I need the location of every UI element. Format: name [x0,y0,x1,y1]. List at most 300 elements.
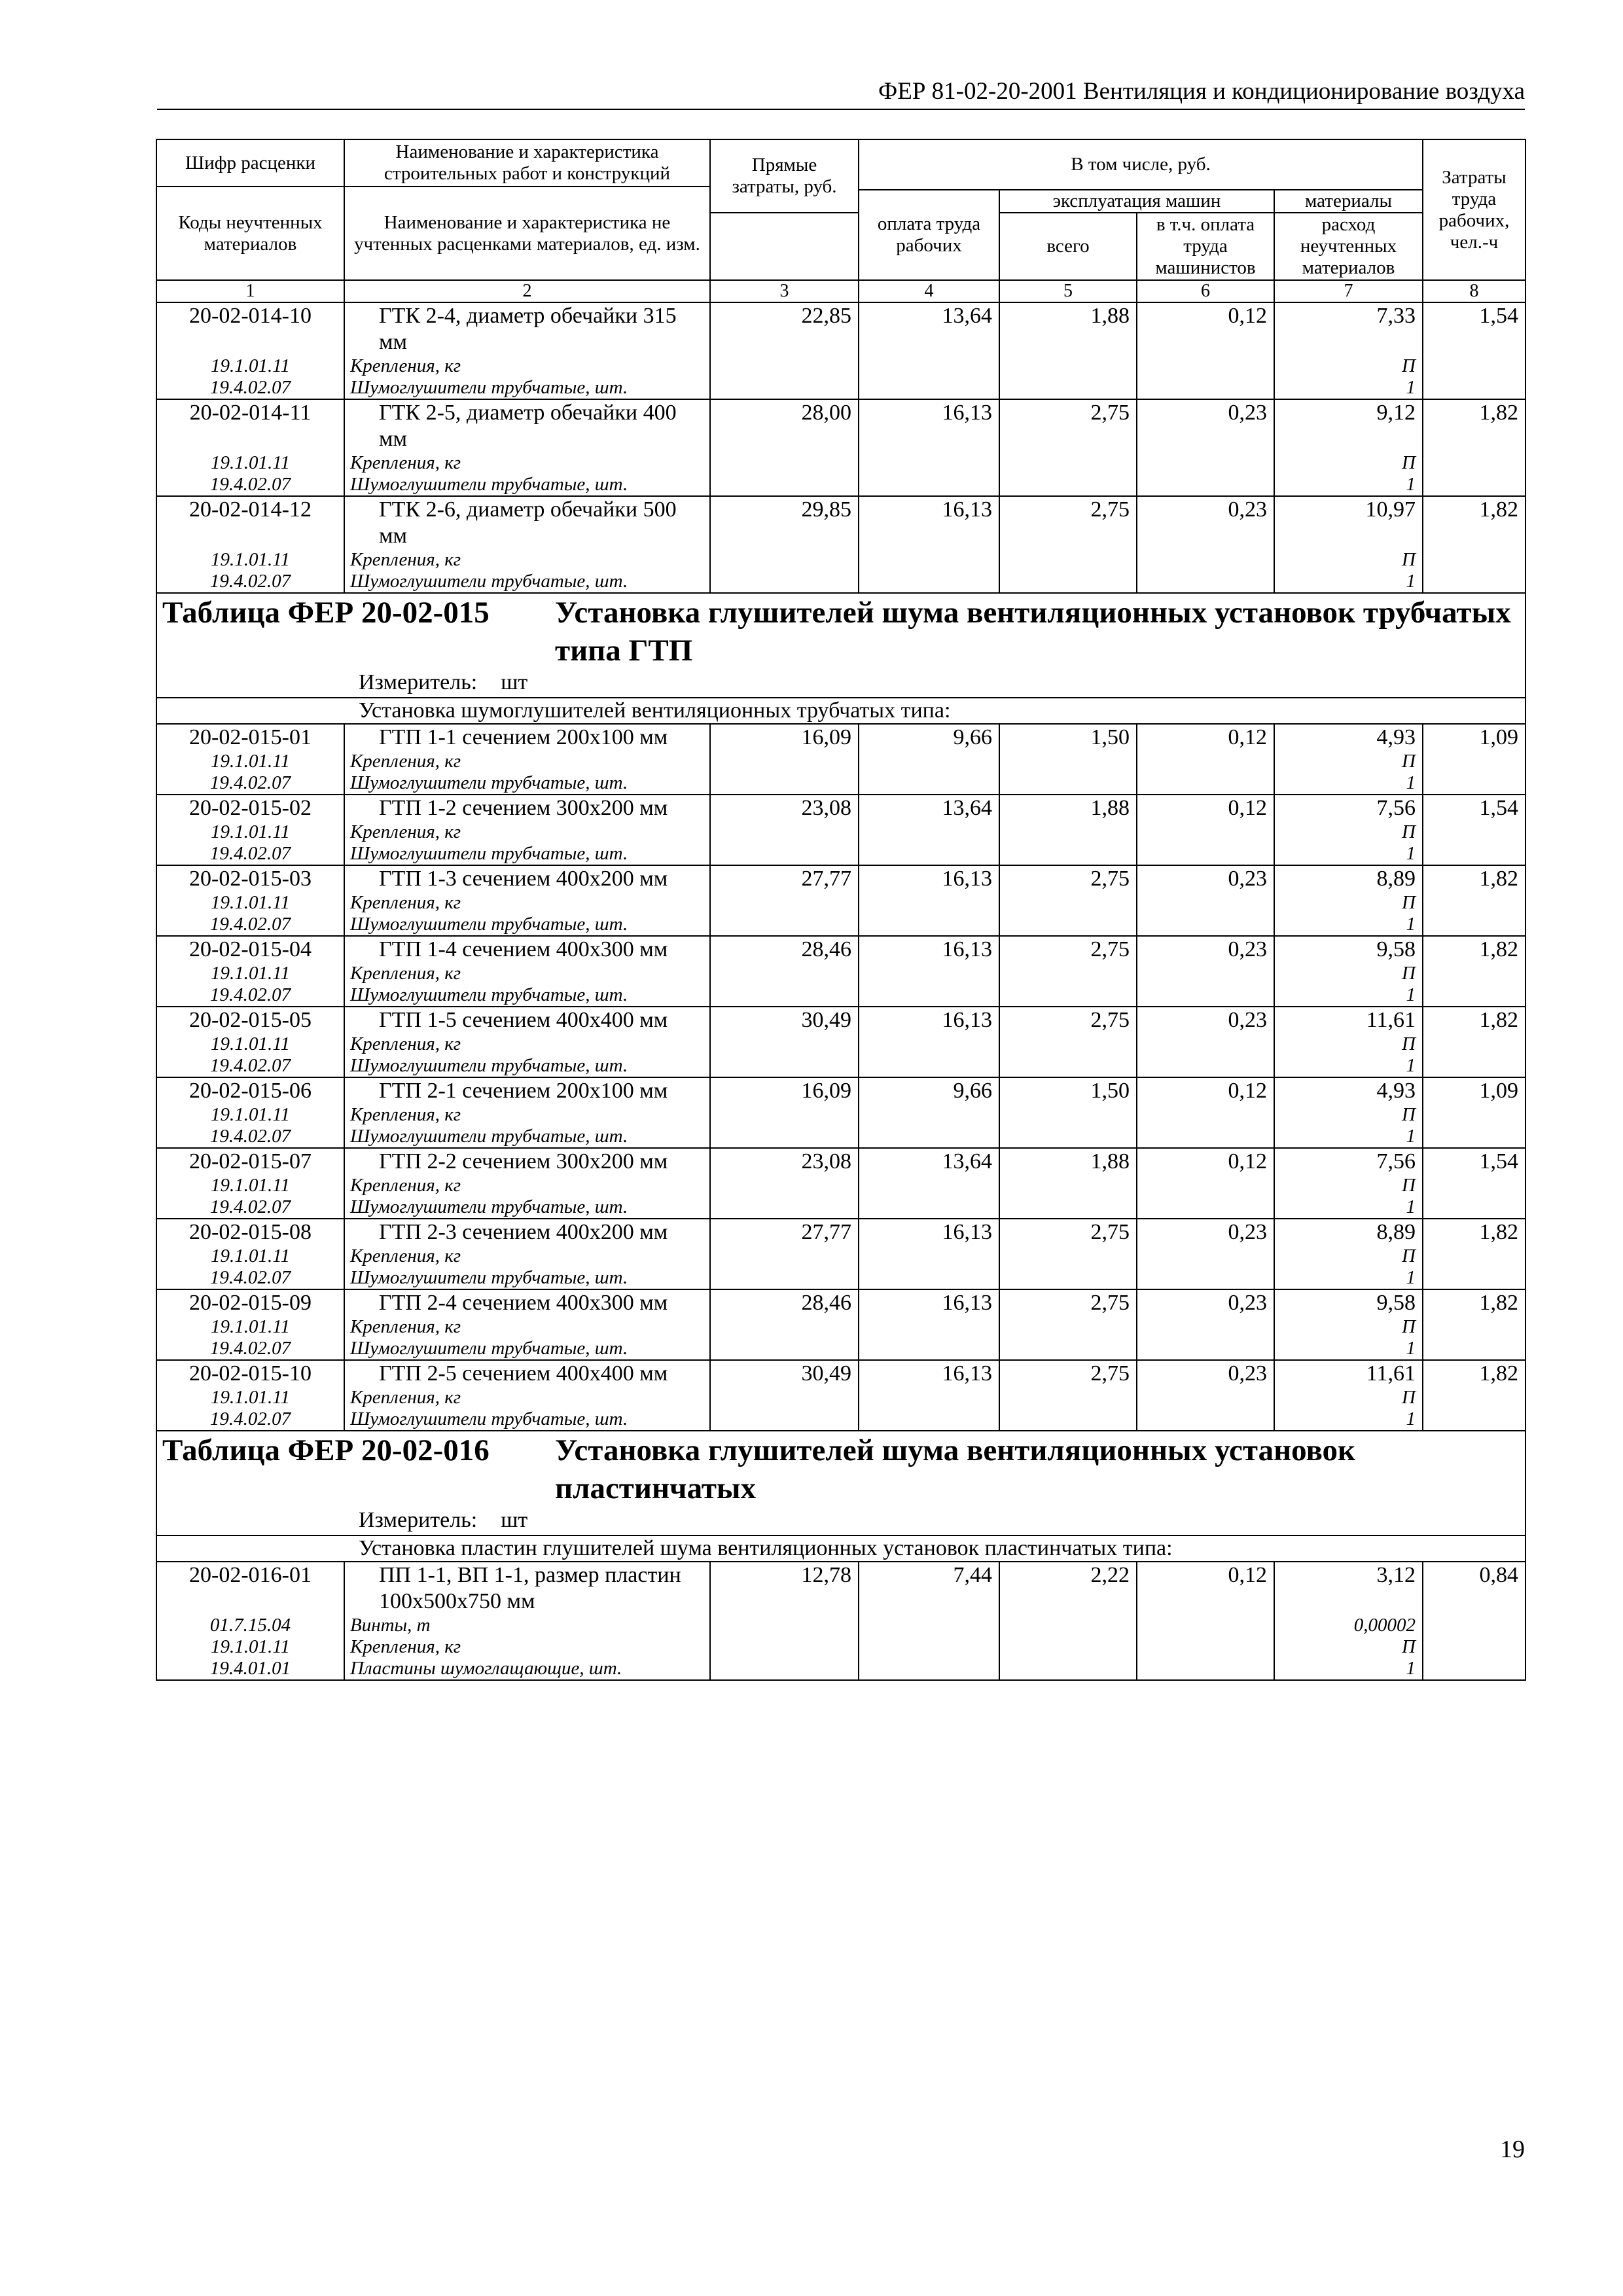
direct-cost: 30,49 [710,1360,859,1387]
section-intro-row [156,1535,1525,1562]
machinists-pay: 0,23 [1137,1360,1274,1387]
empty-cell [1137,1196,1274,1219]
machinists-pay: 0,12 [1137,1148,1274,1175]
rate-code: 20-02-014-10 [156,302,344,355]
labor-hours: 1,54 [1423,1148,1525,1175]
empty-cell [710,571,859,593]
table-body [156,302,1525,1680]
empty-cell [1137,772,1274,795]
labor-pay: 16,13 [859,399,999,452]
material-name: Винты, т [344,1615,710,1636]
empty-cell [1423,474,1525,496]
material-qty: 1 [1274,772,1423,795]
empty-cell [859,1636,999,1658]
empty-cell [1137,1338,1274,1360]
material-qty: 1 [1274,1408,1423,1431]
direct-cost: 29,85 [710,496,859,549]
rate-name: ГТП 1-3 сечением 400х200 мм [344,865,710,892]
empty-cell [1423,452,1525,474]
empty-cell [1137,1055,1274,1077]
materials-cost: 7,56 [1274,1148,1423,1175]
table-title-row [156,593,1525,698]
labor-pay: 16,13 [859,865,999,892]
table-title [162,1431,1520,1507]
material-code: 19.1.01.11 [156,452,344,474]
empty-cell [1137,571,1274,593]
empty-cell [999,821,1137,843]
material-row [156,772,1525,795]
empty-cell [1137,1126,1274,1148]
empty-cell [999,984,1137,1007]
empty-cell [859,1175,999,1196]
material-code: 01.7.15.04 [156,1615,344,1636]
empty-cell [1137,892,1274,914]
empty-cell [710,377,859,399]
direct-cost: 16,09 [710,724,859,751]
rate-name: ГТП 1-2 сечением 300х200 мм [344,795,710,821]
machines-total: 1,50 [999,724,1137,751]
rate-code: 20-02-015-10 [156,1360,344,1387]
empty-cell [710,984,859,1007]
material-code: 19.4.02.07 [156,772,344,795]
material-qty: П [1274,1033,1423,1055]
material-code: 19.1.01.11 [156,1636,344,1658]
material-qty: 1 [1274,1196,1423,1219]
labor-pay: 16,13 [859,1289,999,1316]
machines-total: 2,75 [999,1219,1137,1246]
material-qty: 1 [1274,1338,1423,1360]
machinists-pay: 0,23 [1137,1219,1274,1246]
direct-cost: 27,77 [710,865,859,892]
labor-pay: 9,66 [859,724,999,751]
table-code: Таблица ФЕР 20-02-015 [162,596,490,630]
empty-cell [999,1196,1137,1219]
section-intro: Установка шумоглушителей вентиляционных трубчатых типа: [156,698,1525,724]
rate-code: 20-02-014-12 [156,496,344,549]
material-row [156,1055,1525,1077]
table-heading: Установка глушителей шума вентиляционных установок трубчатых типа ГТП [555,596,1511,668]
labor-pay: 16,13 [859,496,999,549]
material-name: Шумоглушители трубчатые, шт. [344,1196,710,1219]
material-row [156,843,1525,865]
materials-cost: 9,12 [1274,399,1423,452]
empty-cell [1423,772,1525,795]
material-name: Шумоглушители трубчатые, шт. [344,377,710,399]
header-rule [157,109,1525,110]
machines-total: 1,88 [999,795,1137,821]
material-code: 19.1.01.11 [156,751,344,772]
empty-cell [1423,1408,1525,1431]
measure-line [162,1507,1520,1535]
material-row [156,963,1525,984]
measure-unit: шт [501,670,528,694]
material-row [156,1246,1525,1267]
material-qty: П [1274,452,1423,474]
empty-cell [999,751,1137,772]
empty-cell [859,1126,999,1148]
material-code: 19.1.01.11 [156,892,344,914]
measure-unit: шт [501,1508,528,1532]
material-row [156,1267,1525,1289]
rate-code: 20-02-015-05 [156,1007,344,1033]
rate-row [156,496,1525,549]
measure-label: Измеритель: [359,670,478,694]
material-row [156,1658,1525,1680]
empty-cell [1137,1316,1274,1338]
empty-cell [859,1658,999,1680]
material-name: Шумоглушители трубчатые, шт. [344,843,710,865]
empty-cell [1423,914,1525,936]
empty-cell [1137,1387,1274,1408]
table-code: Таблица ФЕР 20-02-016 [162,1433,490,1467]
material-row [156,474,1525,496]
empty-cell [999,1636,1137,1658]
labor-hours: 1,82 [1423,399,1525,452]
labor-pay: 7,44 [859,1562,999,1615]
material-row [156,1175,1525,1196]
materials-cost: 11,61 [1274,1360,1423,1387]
empty-cell [1423,1175,1525,1196]
material-qty: П [1274,1104,1423,1126]
empty-cell [999,571,1137,593]
direct-cost: 28,46 [710,936,859,963]
material-code: 19.4.02.07 [156,377,344,399]
material-row [156,892,1525,914]
material-name: Крепления, кг [344,1104,710,1126]
direct-cost: 30,49 [710,1007,859,1033]
empty-cell [859,1338,999,1360]
material-name: Шумоглушители трубчатые, шт. [344,772,710,795]
empty-cell [859,963,999,984]
rate-row [156,1289,1525,1316]
empty-cell [1137,984,1274,1007]
empty-cell [1137,474,1274,496]
rates-table [156,139,1526,1681]
rate-code: 20-02-015-08 [156,1219,344,1246]
material-row [156,1636,1525,1658]
empty-cell [710,355,859,377]
materials-cost: 7,56 [1274,795,1423,821]
machines-total: 2,75 [999,1007,1137,1033]
empty-cell [999,1408,1137,1431]
material-row [156,914,1525,936]
empty-cell [999,963,1137,984]
table-title-cell [156,593,1525,698]
empty-cell [1423,1636,1525,1658]
col-direct: Прямые затраты, руб. [710,139,859,213]
empty-cell [859,1267,999,1289]
materials-cost: 10,97 [1274,496,1423,549]
material-name: Крепления, кг [344,1033,710,1055]
empty-cell [1137,1033,1274,1055]
col-labor-pay: оплата труда рабочих [859,190,999,280]
empty-cell [710,772,859,795]
material-name: Шумоглушители трубчатые, шт. [344,1055,710,1077]
material-code: 19.4.02.07 [156,984,344,1007]
rate-row [156,1360,1525,1387]
machinists-pay: 0,12 [1137,795,1274,821]
labor-hours: 1,82 [1423,496,1525,549]
machines-total: 1,88 [999,1148,1137,1175]
empty-cell [1137,963,1274,984]
materials-cost: 7,33 [1274,302,1423,355]
materials-cost: 9,58 [1274,1289,1423,1316]
empty-cell [999,1104,1137,1126]
col-machines-total: всего [999,213,1137,280]
rate-name: ГТП 2-4 сечением 400х300 мм [344,1289,710,1316]
material-name: Крепления, кг [344,549,710,571]
material-row [156,549,1525,571]
empty-cell [859,1033,999,1055]
empty-cell [710,1316,859,1338]
empty-cell [1423,355,1525,377]
empty-cell [999,1387,1137,1408]
rate-row [156,865,1525,892]
materials-cost: 4,93 [1274,1077,1423,1104]
empty-cell [999,1126,1137,1148]
material-row [156,452,1525,474]
empty-cell [999,355,1137,377]
labor-pay: 16,13 [859,1007,999,1033]
material-name: Шумоглушители трубчатые, шт. [344,1267,710,1289]
rate-row [156,1077,1525,1104]
column-number: 1 [156,280,344,302]
empty-cell [1423,892,1525,914]
measure-label: Измеритель: [359,1508,478,1532]
empty-cell [1423,821,1525,843]
labor-hours: 1,54 [1423,302,1525,355]
empty-cell [859,843,999,865]
empty-cell [1423,1126,1525,1148]
labor-pay: 13,64 [859,302,999,355]
labor-pay: 16,13 [859,1219,999,1246]
material-name: Крепления, кг [344,1246,710,1267]
empty-cell [999,1338,1137,1360]
machinists-pay: 0,12 [1137,1562,1274,1615]
material-name: Пластины шумоглащающие, шт. [344,1658,710,1680]
empty-cell [1137,1175,1274,1196]
labor-hours: 1,82 [1423,1007,1525,1033]
rate-name: ГТП 1-1 сечением 200х100 мм [344,724,710,751]
material-code: 19.4.02.07 [156,1338,344,1360]
empty-cell [999,772,1137,795]
table-head [156,139,1525,302]
material-code: 19.1.01.11 [156,1033,344,1055]
empty-cell [710,914,859,936]
col-incl-group: В том числе, руб. [859,139,1423,190]
labor-pay: 16,13 [859,1360,999,1387]
empty-cell [859,474,999,496]
material-row [156,355,1525,377]
empty-cell [1423,751,1525,772]
empty-cell [1423,549,1525,571]
empty-cell [710,1055,859,1077]
empty-cell [710,892,859,914]
empty-cell [1137,377,1274,399]
labor-hours: 0,84 [1423,1562,1525,1615]
material-name: Крепления, кг [344,821,710,843]
empty-cell [859,821,999,843]
materials-cost: 4,93 [1274,724,1423,751]
material-qty: 0,00002 [1274,1615,1423,1636]
rate-name: ГТК 2-4, диаметр обечайки 315 мм [344,302,710,355]
material-qty: П [1274,1246,1423,1267]
rate-name: ГТП 2-5 сечением 400х400 мм [344,1360,710,1387]
rate-row [156,795,1525,821]
material-row [156,1316,1525,1338]
rate-row [156,399,1525,452]
empty-cell [1423,377,1525,399]
empty-cell [710,1104,859,1126]
empty-cell [710,1636,859,1658]
empty-cell [710,452,859,474]
col-machinists-pay: в т.ч. оплата труда машинистов [1137,213,1274,280]
empty-cell [710,963,859,984]
empty-cell [1423,963,1525,984]
empty-cell [710,1658,859,1680]
machines-total: 1,88 [999,302,1137,355]
rate-row [156,302,1525,355]
empty-cell [1423,1267,1525,1289]
machinists-pay: 0,23 [1137,865,1274,892]
col-name-bottom: Наименование и характеристика не учтенных расценками материалов, ед. изм. [344,187,710,280]
material-code: 19.4.02.07 [156,1055,344,1077]
empty-cell [999,843,1137,865]
machinists-pay: 0,23 [1137,399,1274,452]
direct-cost: 12,78 [710,1562,859,1615]
empty-cell [1137,549,1274,571]
empty-cell [710,549,859,571]
material-row [156,1196,1525,1219]
empty-cell [859,1104,999,1126]
materials-cost: 8,89 [1274,865,1423,892]
machines-total: 2,75 [999,399,1137,452]
col-machines-group: эксплуатация машин [999,190,1274,213]
column-number: 6 [1137,280,1274,302]
empty-cell [1137,1636,1274,1658]
rate-name: ГТП 2-1 сечением 200х100 мм [344,1077,710,1104]
material-qty: П [1274,1316,1423,1338]
material-qty: П [1274,892,1423,914]
col-code-bottom: Коды неучтенных материалов [156,187,344,280]
material-qty: П [1274,1175,1423,1196]
material-name: Шумоглушители трубчатые, шт. [344,1408,710,1431]
machines-total: 2,22 [999,1562,1137,1615]
empty-cell [1137,1104,1274,1126]
materials-cost: 8,89 [1274,1219,1423,1246]
material-row [156,1104,1525,1126]
machines-total: 2,75 [999,936,1137,963]
material-row [156,1408,1525,1431]
material-qty: П [1274,1636,1423,1658]
material-code: 19.4.02.07 [156,571,344,593]
empty-cell [710,1175,859,1196]
materials-cost: 11,61 [1274,1007,1423,1033]
material-qty: 1 [1274,1267,1423,1289]
machines-total: 2,75 [999,1289,1137,1316]
material-qty: П [1274,1387,1423,1408]
rate-row [156,936,1525,963]
material-code: 19.1.01.11 [156,1387,344,1408]
material-code: 19.1.01.11 [156,1104,344,1126]
column-number: 2 [344,280,710,302]
empty-cell [1137,914,1274,936]
material-code: 19.1.01.11 [156,963,344,984]
empty-cell [859,355,999,377]
empty-cell [1423,571,1525,593]
empty-cell [999,1658,1137,1680]
material-code: 19.1.01.11 [156,549,344,571]
table-title-cell [156,1431,1525,1535]
machines-total: 2,75 [999,496,1137,549]
empty-cell [859,1408,999,1431]
machinists-pay: 0,23 [1137,1007,1274,1033]
material-name: Шумоглушители трубчатые, шт. [344,984,710,1007]
empty-cell [859,1055,999,1077]
rate-name: ГТП 2-3 сечением 400х200 мм [344,1219,710,1246]
material-name: Крепления, кг [344,1387,710,1408]
empty-cell [710,1408,859,1431]
empty-cell [999,377,1137,399]
empty-cell [999,474,1137,496]
empty-cell [859,892,999,914]
rate-name: ГТК 2-6, диаметр обечайки 500 мм [344,496,710,549]
material-code: 19.1.01.11 [156,821,344,843]
rate-name: ГТП 1-4 сечением 400х300 мм [344,936,710,963]
empty-cell [859,452,999,474]
rate-name: ГТП 1-5 сечением 400х400 мм [344,1007,710,1033]
material-qty: 1 [1274,571,1423,593]
measure-line [162,670,1520,697]
material-row [156,1615,1525,1636]
rate-row [156,1148,1525,1175]
material-name: Шумоглушители трубчатые, шт. [344,474,710,496]
empty-cell [710,474,859,496]
table-title [162,594,1520,670]
material-code: 19.4.02.07 [156,1196,344,1219]
empty-cell [1423,1246,1525,1267]
labor-pay: 9,66 [859,1077,999,1104]
machinists-pay: 0,23 [1137,496,1274,549]
empty-cell [859,1246,999,1267]
material-qty: 1 [1274,1055,1423,1077]
machinists-pay: 0,12 [1137,1077,1274,1104]
empty-cell [710,1033,859,1055]
rate-code: 20-02-015-06 [156,1077,344,1104]
rate-code: 20-02-015-09 [156,1289,344,1316]
material-qty: 1 [1274,843,1423,865]
labor-pay: 13,64 [859,1148,999,1175]
labor-hours: 1,82 [1423,936,1525,963]
material-code: 19.4.02.07 [156,1126,344,1148]
material-code: 19.1.01.11 [156,1175,344,1196]
col-direct-blank [710,213,859,280]
empty-cell [1137,452,1274,474]
material-name: Крепления, кг [344,963,710,984]
empty-cell [1423,1658,1525,1680]
empty-cell [710,1196,859,1219]
empty-cell [710,751,859,772]
material-code: 19.1.01.11 [156,355,344,377]
empty-cell [1137,1658,1274,1680]
empty-cell [1137,843,1274,865]
machines-total: 2,75 [999,865,1137,892]
empty-cell [859,549,999,571]
rate-code: 20-02-015-02 [156,795,344,821]
section-intro-row [156,698,1525,724]
empty-cell [999,892,1137,914]
empty-cell [1423,843,1525,865]
